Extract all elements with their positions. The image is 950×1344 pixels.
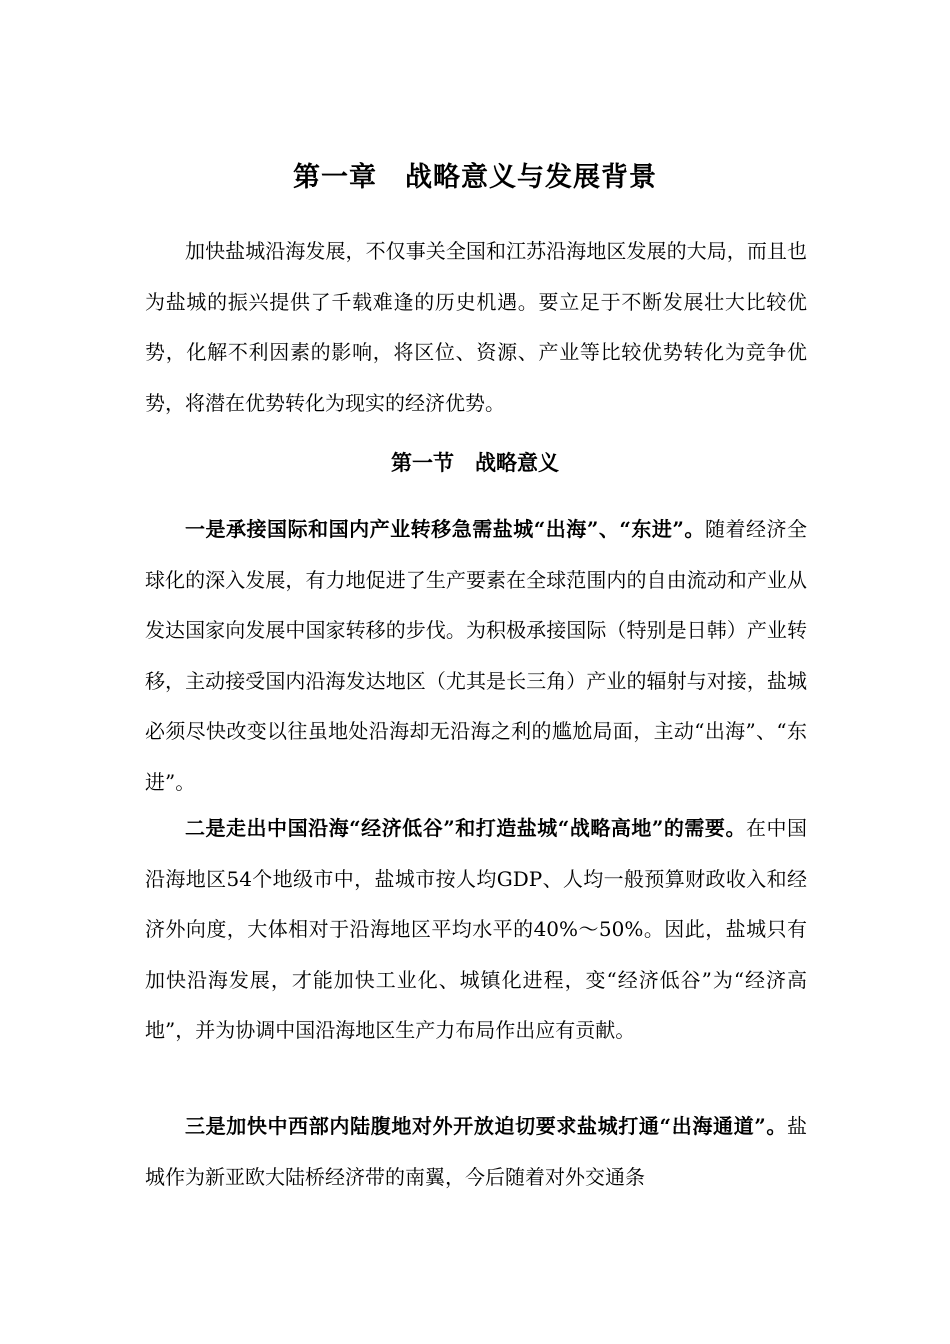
section-title: 第一节 战略意义 [391,451,559,475]
intro-paragraph: 加快盐城沿海发展，不仅事关全国和江苏沿海地区发展的大局，而且也为盐城的振兴提供了千载难逢的历史机遇。要立足于不断发展壮大比较优势，化解不利因素的影响，将区位、资源、产业等比较优势转化为竞争优势，将潜在优势转化为现实的经济优势。 [145,239,807,415]
point-body-1: 随着经济全球化的深入发展，有力地促进了生产要素在全球范围内的自由流动和产业从发达国家向发展中国家转移的步伐。为积极承接国际（特别是日韩）产业转移，主动接受国内沿海发达地区（尤其是长三角）产业的辐射与对接，盐城必须尽快改变以往虽地处沿海却无沿海之利的尴尬局面，主动“出海”、“东进”。 [145,517,807,794]
point-lead-3: 三是加快中西部内陆腹地对外开放迫切要求盐城打通“出海通道”。 [185,1114,787,1138]
point-body-3: 盐城作为新亚欧大陆桥经济带的南翼，今后随着对外交通条 [145,1114,807,1189]
point-paragraph-2 [145,803,807,1056]
point-paragraph-1 [145,504,807,808]
point-body-2: 在中国沿海地区54个地级市中，盐城市按人均GDP、人均一般预算财政收入和经济外向度，大体相对于沿海地区平均水平的40%～50%。因此，盐城只有加快沿海发展，才能加快工业化、城镇化进程，变“经济低谷”为“经济高地”，并为协调中国沿海地区生产力布局作出应有贡献。 [145,816,807,1043]
chapter-title: 第一章 战略意义与发展背景 [293,162,657,193]
point-paragraph-3 [145,1101,807,1202]
point-lead-2: 二是走出中国沿海“经济低谷”和打造盐城“战略高地”的需要。 [185,816,746,840]
point-lead-1: 一是承接国际和国内产业转移急需盐城“出海”、“东进”。 [185,517,705,541]
